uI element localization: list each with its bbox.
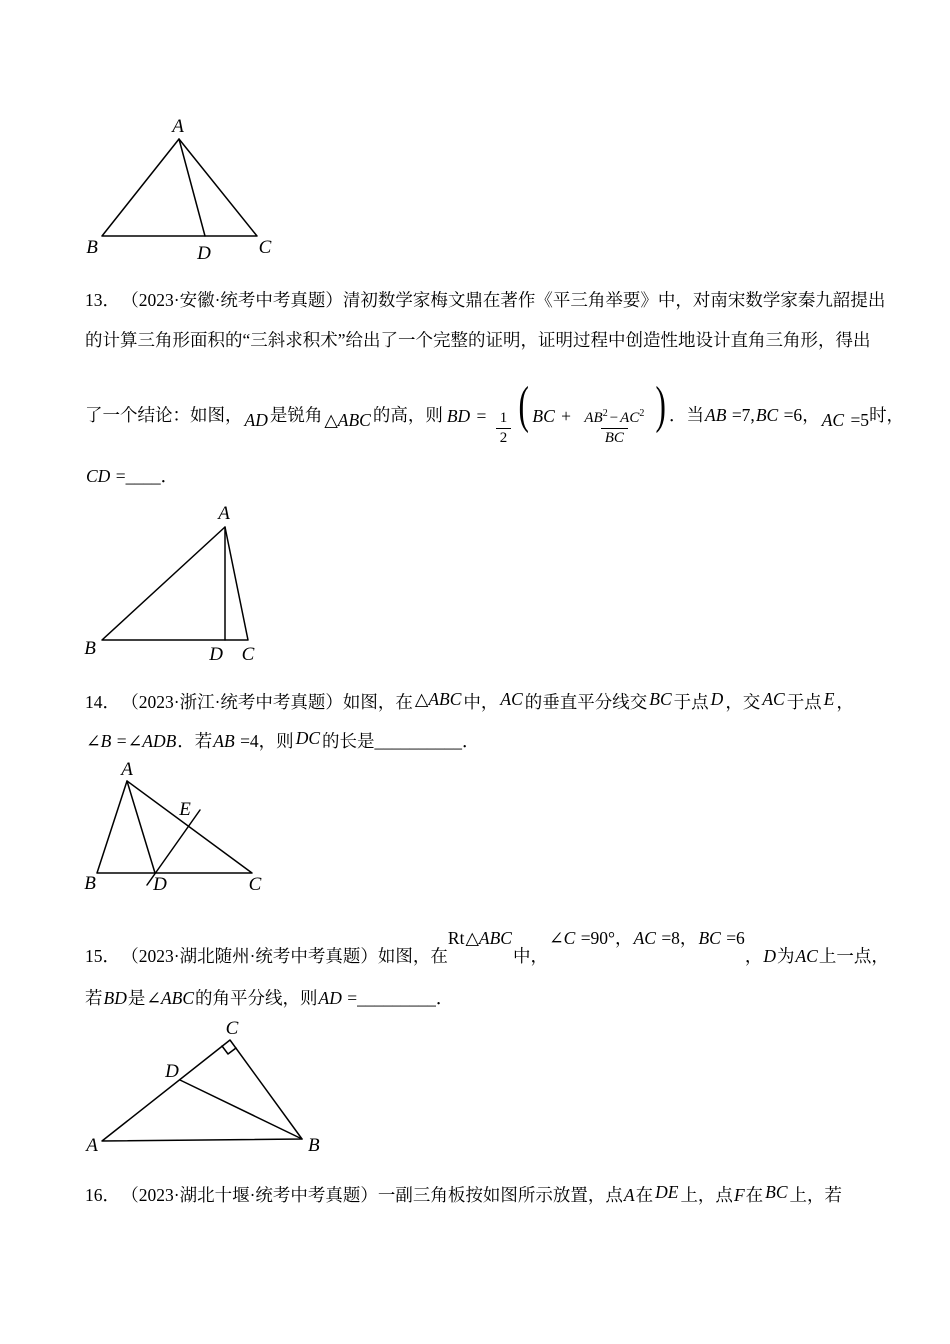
minus-sign: − xyxy=(609,410,619,427)
vertex-label-c: C xyxy=(225,1020,239,1039)
text-segment: 的角平分线，则 xyxy=(195,988,318,1008)
text-segment: DC xyxy=(295,728,320,748)
question-13-line-3 xyxy=(85,377,905,447)
figure-q14-triangle xyxy=(82,760,297,900)
text-segment: E xyxy=(823,689,835,709)
text-segment: 上一点， xyxy=(818,946,889,966)
text-segment: 中， xyxy=(463,692,499,712)
question-13-answer-blank-line xyxy=(85,466,178,488)
figure-q15-triangle xyxy=(82,1020,337,1175)
vertex-label-a: A xyxy=(121,760,133,780)
text-segment: 14． xyxy=(85,692,120,712)
question-14-line-1 xyxy=(85,689,854,714)
text-segment: △ABC xyxy=(414,689,462,709)
text-segment: F xyxy=(733,1185,745,1205)
question-13-line-2 xyxy=(85,330,871,352)
text-segment: （2023·浙江·统考中考真题）如图，在 xyxy=(130,692,413,712)
bisector-db-line xyxy=(180,1080,302,1139)
q13-bd-formula xyxy=(446,377,666,448)
equals-sign: = xyxy=(476,406,487,427)
vertex-label-d: D xyxy=(209,644,223,665)
vertex-label-a: A xyxy=(86,1135,98,1156)
text-segment: ， xyxy=(744,946,763,966)
text-segment: ．若 xyxy=(177,731,213,751)
close-paren: ) xyxy=(655,377,666,435)
text-segment: 16． xyxy=(85,1185,120,1205)
q13-line3-prefix xyxy=(85,402,443,430)
text-segment: 13． xyxy=(85,290,120,310)
text-segment: = xyxy=(111,466,126,486)
question-16-line-1 xyxy=(85,1182,843,1207)
term-bc: BC xyxy=(532,406,555,427)
text-segment: 于点 xyxy=(786,692,822,712)
text-segment: 时， xyxy=(869,404,905,425)
text-segment: BC xyxy=(698,928,721,948)
text-segment: AD xyxy=(244,409,268,430)
text-segment: AB xyxy=(213,731,235,751)
text-segment: △ABC xyxy=(324,409,371,430)
text-segment: D xyxy=(763,946,776,966)
vertex-label-b: B xyxy=(84,873,96,894)
text-segment: ∠ABC xyxy=(146,988,195,1008)
vertex-label-b: B xyxy=(86,237,98,258)
text-segment: AB xyxy=(705,404,727,425)
text-segment: AD xyxy=(318,988,342,1008)
question-13-line-1 xyxy=(85,290,885,312)
text-segment: =6 xyxy=(721,928,745,948)
text-segment: = xyxy=(112,731,127,751)
text-segment: ∠ADB xyxy=(127,731,177,751)
text-segment: 15． xyxy=(85,946,120,966)
triangle-outline xyxy=(97,781,252,873)
text-segment: 在 xyxy=(745,1185,764,1205)
text-segment: = xyxy=(342,988,358,1008)
cevian-ad-line xyxy=(179,139,205,236)
text-segment: AC xyxy=(821,409,845,430)
text-segment: D xyxy=(710,689,724,709)
vertex-label-b: B xyxy=(84,638,96,659)
text-segment: ____ xyxy=(125,466,161,486)
formula-lhs: BD xyxy=(446,406,471,427)
text-segment: ．当 xyxy=(669,404,705,425)
right-angle-mark xyxy=(222,1046,236,1054)
question-15-line-1 xyxy=(85,928,889,968)
vertex-label-c: C xyxy=(258,237,272,258)
fraction-ab2-ac2-over-bc: $\frac{AB^2 - AC^2}{BC}$ xyxy=(584,408,645,446)
text-segment: ∠B xyxy=(86,731,112,751)
text-segment: 为 xyxy=(776,946,795,966)
text-segment: CD xyxy=(86,466,111,486)
text-segment: BC xyxy=(755,404,779,425)
question-15-line-2 xyxy=(85,988,453,1010)
q13-line3-suffix xyxy=(669,402,905,430)
fraction-one-half: $\frac{1}{2}$ xyxy=(496,409,512,448)
text-segment: =5 xyxy=(846,409,870,430)
text-segment: __________ xyxy=(374,731,462,751)
vertex-label-e: E xyxy=(179,799,191,820)
vertex-label-b: B xyxy=(308,1135,320,1156)
vertex-label-d: D xyxy=(197,243,211,264)
text-segment: 的计算三角形面积的“三斜求积术”给出了一个完整的证明，证明过程中创造性地设计直角三角形，得出 xyxy=(85,330,871,350)
text-segment: ． xyxy=(160,466,179,486)
text-segment: （2023·湖北随州·统考中考真题）如图，在 xyxy=(130,946,448,966)
question-14-line-2 xyxy=(85,728,480,753)
text-segment: 上，若 xyxy=(789,1185,843,1205)
text-segment: BC xyxy=(765,1182,788,1202)
text-segment: ． xyxy=(462,731,480,751)
text-segment: 的长是 xyxy=(322,731,375,751)
text-segment: 是锐角 xyxy=(269,404,323,425)
text-segment: 于点 xyxy=(673,692,709,712)
triangle-outline xyxy=(102,527,248,640)
vertex-label-d: D xyxy=(153,874,167,895)
vertex-label-c: C xyxy=(241,644,255,665)
open-paren: ( xyxy=(518,377,529,435)
text-segment: _________ xyxy=(357,988,436,1008)
text-segment: AC xyxy=(762,689,785,709)
text-segment: =7, xyxy=(727,404,755,425)
text-segment: AC xyxy=(795,946,818,966)
text-segment: 中， xyxy=(512,946,548,966)
text-segment: 是 xyxy=(127,988,146,1008)
text-segment: =6 xyxy=(779,404,803,425)
text-segment: =90°， xyxy=(576,928,633,948)
vertex-label-c: C xyxy=(248,874,262,895)
text-segment: 上，点 xyxy=(680,1185,733,1205)
text-segment: ， xyxy=(836,692,854,712)
text-segment: A xyxy=(623,1185,635,1205)
text-segment: ． xyxy=(435,988,454,1008)
text-segment: =4，则 xyxy=(235,731,294,751)
text-segment: DE xyxy=(655,1182,679,1202)
vertex-label-d: D xyxy=(165,1061,179,1082)
text-segment: ，交 xyxy=(725,692,761,712)
text-segment: ∠C xyxy=(548,928,576,948)
text-segment: 了一个结论：如图， xyxy=(85,404,243,425)
cevian-ad-line xyxy=(127,781,155,873)
text-segment: （2023·湖北十堰·统考中考真题）一副三角板按如图所示放置，点 xyxy=(130,1185,623,1205)
text-segment: Rt xyxy=(447,928,465,948)
vertex-label-a: A xyxy=(172,116,184,137)
text-segment: ， xyxy=(802,404,820,425)
vertex-label-a: A xyxy=(218,503,230,524)
text-segment: 若 xyxy=(85,988,103,1008)
text-segment: 的高，则 xyxy=(372,404,443,425)
text-segment: AC xyxy=(500,689,523,709)
text-segment: =8， xyxy=(656,928,698,948)
text-segment: BD xyxy=(103,988,127,1008)
text-segment: △ABC xyxy=(465,928,512,948)
text-segment: （2023·安徽·统考中考真题）清初数学家梅文鼎在著作《平三角举要》中，对南宋数学家秦九韶提出 xyxy=(130,290,886,310)
text-segment: 的垂直平分线交 xyxy=(524,692,648,712)
figure-q13-triangle xyxy=(82,502,282,670)
text-segment: AC xyxy=(633,928,656,948)
text-segment: BC xyxy=(649,689,672,709)
figure-q12-triangle xyxy=(82,112,282,264)
triangle-outline xyxy=(102,139,257,236)
text-segment: 在 xyxy=(635,1185,654,1205)
plus-sign: + xyxy=(561,406,571,427)
